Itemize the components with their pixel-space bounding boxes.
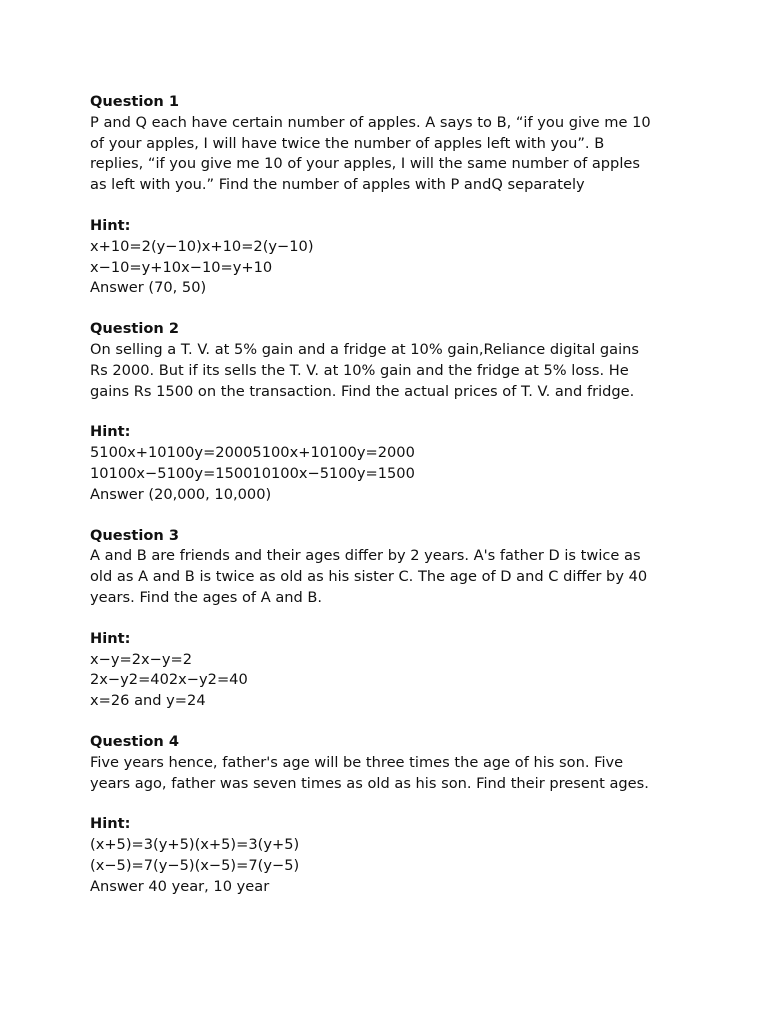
question-3-text-line: old as A and B is twice as old as his sister C. The age of D and C differ by 40 bbox=[90, 568, 648, 586]
question-1-hint-label: Hint: bbox=[90, 216, 131, 234]
document-page bbox=[90, 92, 690, 918]
question-2-hint-line: 10100x−5100y=150010100x−5100y=1500 bbox=[90, 464, 415, 482]
question-1-hint-line: x+10=2(y−10)x+10=2(y−10) bbox=[90, 237, 314, 255]
question-4-hint-label: Hint: bbox=[90, 815, 131, 833]
question-3-heading: Question 3 bbox=[90, 526, 180, 544]
question-2-block bbox=[90, 319, 690, 402]
question-3-block bbox=[90, 526, 690, 609]
question-4-hint-line: (x+5)=3(y+5)(x+5)=3(y+5) bbox=[90, 836, 300, 854]
question-4-answer: Answer 40 year, 10 year bbox=[90, 877, 270, 895]
question-4-text-line: years ago, father was seven times as old as his son. Find their present ages. bbox=[90, 774, 649, 792]
question-1-block bbox=[90, 92, 690, 196]
question-2-heading: Question 2 bbox=[90, 320, 180, 338]
question-3-text-line: years. Find the ages of A and B. bbox=[90, 588, 323, 606]
question-1-hint-block bbox=[90, 216, 690, 299]
question-1-text-line: as left with you.” Find the number of apples with P andQ separately bbox=[90, 176, 585, 194]
question-4-heading: Question 4 bbox=[90, 732, 180, 750]
question-2-answer: Answer (20,000, 10,000) bbox=[90, 485, 272, 503]
question-1-text-line: replies, “if you give me 10 of your apples, I will the same number of apples bbox=[90, 155, 640, 173]
question-4-hint-block bbox=[90, 814, 690, 897]
question-1-hint-line: x−10=y+10x−10=y+10 bbox=[90, 258, 273, 276]
question-1-text-line: P and Q each have certain number of apples. A says to B, “if you give me 10 bbox=[90, 113, 651, 131]
question-2-hint-block bbox=[90, 422, 690, 505]
question-3-hint-block bbox=[90, 629, 690, 712]
question-1-answer: Answer (70, 50) bbox=[90, 279, 207, 297]
question-2-hint-line: 5100x+10100y=20005100x+10100y=2000 bbox=[90, 444, 415, 462]
question-2-text-line: Rs 2000. But if its sells the T. V. at 10% gain and the fridge at 5% loss. He bbox=[90, 361, 629, 379]
question-3-hint-line: x−y=2x−y=2 bbox=[90, 650, 193, 668]
question-2-text-line: gains Rs 1500 on the transaction. Find the actual prices of T. V. and fridge. bbox=[90, 382, 635, 400]
question-4-text-line: Five years hence, father's age will be three times the age of his son. Five bbox=[90, 753, 624, 771]
question-1-text-line: of your apples, I will have twice the number of apples left with you”. B bbox=[90, 134, 605, 152]
question-1-heading: Question 1 bbox=[90, 93, 180, 110]
question-3-hint-label: Hint: bbox=[90, 629, 131, 647]
question-3-answer: x=26 and y=24 bbox=[90, 692, 206, 710]
question-4-hint-line: (x−5)=7(y−5)(x−5)=7(y−5) bbox=[90, 856, 300, 874]
question-3-hint-line: 2x−y2=402x−y2=40 bbox=[90, 671, 248, 689]
question-4-block bbox=[90, 732, 690, 794]
question-2-text-line: On selling a T. V. at 5% gain and a fridge at 10% gain,Reliance digital gains bbox=[90, 340, 639, 358]
question-2-hint-label: Hint: bbox=[90, 423, 131, 441]
question-3-text-line: A and B are friends and their ages differ by 2 years. A's father D is twice as bbox=[90, 547, 641, 565]
